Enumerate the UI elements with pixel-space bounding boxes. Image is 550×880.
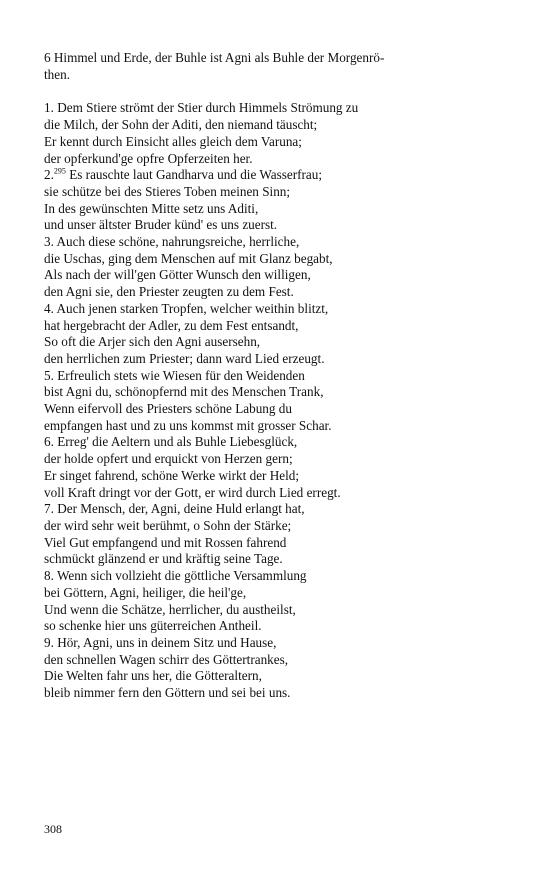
- verse-line: [44, 201, 464, 218]
- verse-number: 2.: [44, 167, 54, 183]
- verse-block: [44, 234, 464, 301]
- page-body: [44, 50, 464, 702]
- verse-line: [44, 301, 464, 318]
- verse-text: Er kennt durch Einsicht alles gleich dem Varuna;: [44, 133, 302, 149]
- footnote-marker: 295: [53, 166, 66, 176]
- verse-line: [44, 485, 464, 502]
- verse-line: [44, 184, 464, 201]
- verse-text: sie schütze bei des Stieres Toben meinen Sinn;: [44, 183, 291, 199]
- verse-text: bleib nimmer fern den Göttern und sei bei uns.: [44, 685, 291, 701]
- verse-text: Und wenn die Schätze, herrlicher, du austheilst,: [44, 601, 296, 617]
- verse-line: [44, 685, 464, 702]
- verse-text: bei Göttern, Agni, heiliger, die heil'ge,: [44, 584, 247, 600]
- verse-text: Es rauschte laut Gandharva und die Wasserfrau;: [69, 167, 323, 183]
- verse-text: die Milch, der Sohn der Aditi, den niemand täuscht;: [44, 117, 318, 133]
- verse-line: [44, 151, 464, 168]
- verse-text: empfangen hast und zu uns kommst mit grosser Schar.: [44, 417, 332, 433]
- page-number: 308: [44, 822, 62, 836]
- verse-block: [44, 434, 464, 501]
- verse-text: voll Kraft dringt vor der Gott, er wird durch Lied erregt.: [44, 484, 341, 500]
- verse-text: So oft die Arjer sich den Agni ausersehn,: [44, 334, 261, 350]
- verse-line: [44, 585, 464, 602]
- verse-text: Die Welten fahr uns her, die Götteraltern,: [44, 668, 262, 684]
- verse-line: [44, 251, 464, 268]
- verse-block: [44, 501, 464, 568]
- verse-block: [44, 301, 464, 368]
- verse-line: [44, 468, 464, 485]
- verse-text: In des gewünschten Mitte setz uns Aditi,: [44, 200, 259, 216]
- verse-line: [44, 167, 464, 184]
- verse-text: der holde opfert und erquickt von Herzen gern;: [44, 451, 293, 467]
- verse-block: [44, 368, 464, 435]
- verse-line: [44, 551, 464, 568]
- verse-block: [44, 167, 464, 234]
- verse-text: schmückt glänzend er und kräftig seine Tage.: [44, 551, 283, 567]
- verse-line: [44, 318, 464, 335]
- verse-line: [44, 234, 464, 251]
- verse-line: [44, 501, 464, 518]
- verse-number: 5.: [44, 367, 54, 383]
- section-heading: [44, 50, 464, 83]
- verse-text: und unser ältster Bruder künd' es uns zuerst.: [44, 217, 278, 233]
- verse-text: der opferkund'ge opfre Opferzeiten her.: [44, 150, 253, 166]
- verse-line: [44, 100, 464, 117]
- verse-text: Er singet fahrend, schöne Werke wirkt der Held;: [44, 467, 300, 483]
- verse-number: 1.: [44, 100, 54, 116]
- verse-text: hat hergebracht der Adler, zu dem Fest entsandt,: [44, 317, 299, 333]
- verse-line: [44, 334, 464, 351]
- verse-text: Erfreulich stets wie Wiesen für den Weidenden: [57, 367, 305, 383]
- verse-list: [44, 100, 464, 701]
- verse-text: der wird sehr weit berühmt, o Sohn der Stärke;: [44, 517, 292, 533]
- verse-text: Erreg' die Aeltern und als Buhle Liebesglück,: [57, 434, 298, 450]
- verse-line: [44, 117, 464, 134]
- verse-line: [44, 451, 464, 468]
- verse-line: [44, 284, 464, 301]
- verse-text: Viel Gut empfangend und mit Rossen fahrend: [44, 534, 287, 550]
- verse-line: [44, 568, 464, 585]
- verse-line: [44, 635, 464, 652]
- heading-line: then.: [44, 66, 71, 82]
- heading-line: 6 Himmel und Erde, der Buhle ist Agni als Buhle der Morgenrö-: [44, 50, 385, 65]
- verse-block: [44, 568, 464, 635]
- verse-block: [44, 635, 464, 702]
- verse-text: Wenn eifervoll des Priesters schöne Labung du: [44, 401, 292, 417]
- verse-text: Auch jenen starken Tropfen, welcher weithin blitzt,: [56, 300, 329, 316]
- verse-line: [44, 668, 464, 685]
- verse-text: den schnellen Wagen schirr des Göttertrankes,: [44, 651, 289, 667]
- verse-text: Dem Stiere strömt der Stier durch Himmels Strömung zu: [57, 100, 359, 116]
- verse-line: [44, 401, 464, 418]
- verse-text: Wenn sich vollzieht die göttliche Versammlung: [56, 568, 307, 584]
- verse-line: [44, 434, 464, 451]
- verse-line: [44, 134, 464, 151]
- verse-line: [44, 518, 464, 535]
- verse-text: den herrlichen zum Priester; dann ward Lied erzeugt.: [44, 350, 325, 366]
- verse-text: Hör, Agni, uns in deinem Sitz und Hause,: [57, 634, 277, 650]
- verse-number: 4.: [44, 300, 54, 316]
- verse-text: Der Mensch, der, Agni, deine Huld erlangt hat,: [57, 501, 305, 517]
- verse-line: [44, 368, 464, 385]
- verse-line: [44, 652, 464, 669]
- verse-text: die Uschas, ging dem Menschen auf mit Glanz begabt,: [44, 250, 333, 266]
- verse-text: den Agni sie, den Priester zeugten zu dem Fest.: [44, 284, 294, 300]
- verse-block: [44, 100, 464, 167]
- verse-text: Auch diese schöne, nahrungsreiche, herrliche,: [56, 234, 300, 250]
- verse-text: Als nach der will'gen Götter Wunsch den willigen,: [44, 267, 311, 283]
- verse-number: 9.: [44, 634, 54, 650]
- verse-number: 8.: [44, 568, 54, 584]
- verse-line: [44, 217, 464, 234]
- verse-text: bist Agni du, schönopfernd mit des Menschen Trank,: [44, 384, 324, 400]
- verse-number: 7.: [44, 501, 54, 517]
- verse-line: [44, 535, 464, 552]
- verse-line: [44, 351, 464, 368]
- verse-number: 6.: [44, 434, 54, 450]
- verse-line: [44, 618, 464, 635]
- verse-line: [44, 267, 464, 284]
- verse-line: [44, 602, 464, 619]
- verse-line: [44, 384, 464, 401]
- verse-line: [44, 418, 464, 435]
- verse-number: 3.: [44, 234, 54, 250]
- verse-text: so schenke hier uns güterreichen Antheil.: [44, 618, 262, 634]
